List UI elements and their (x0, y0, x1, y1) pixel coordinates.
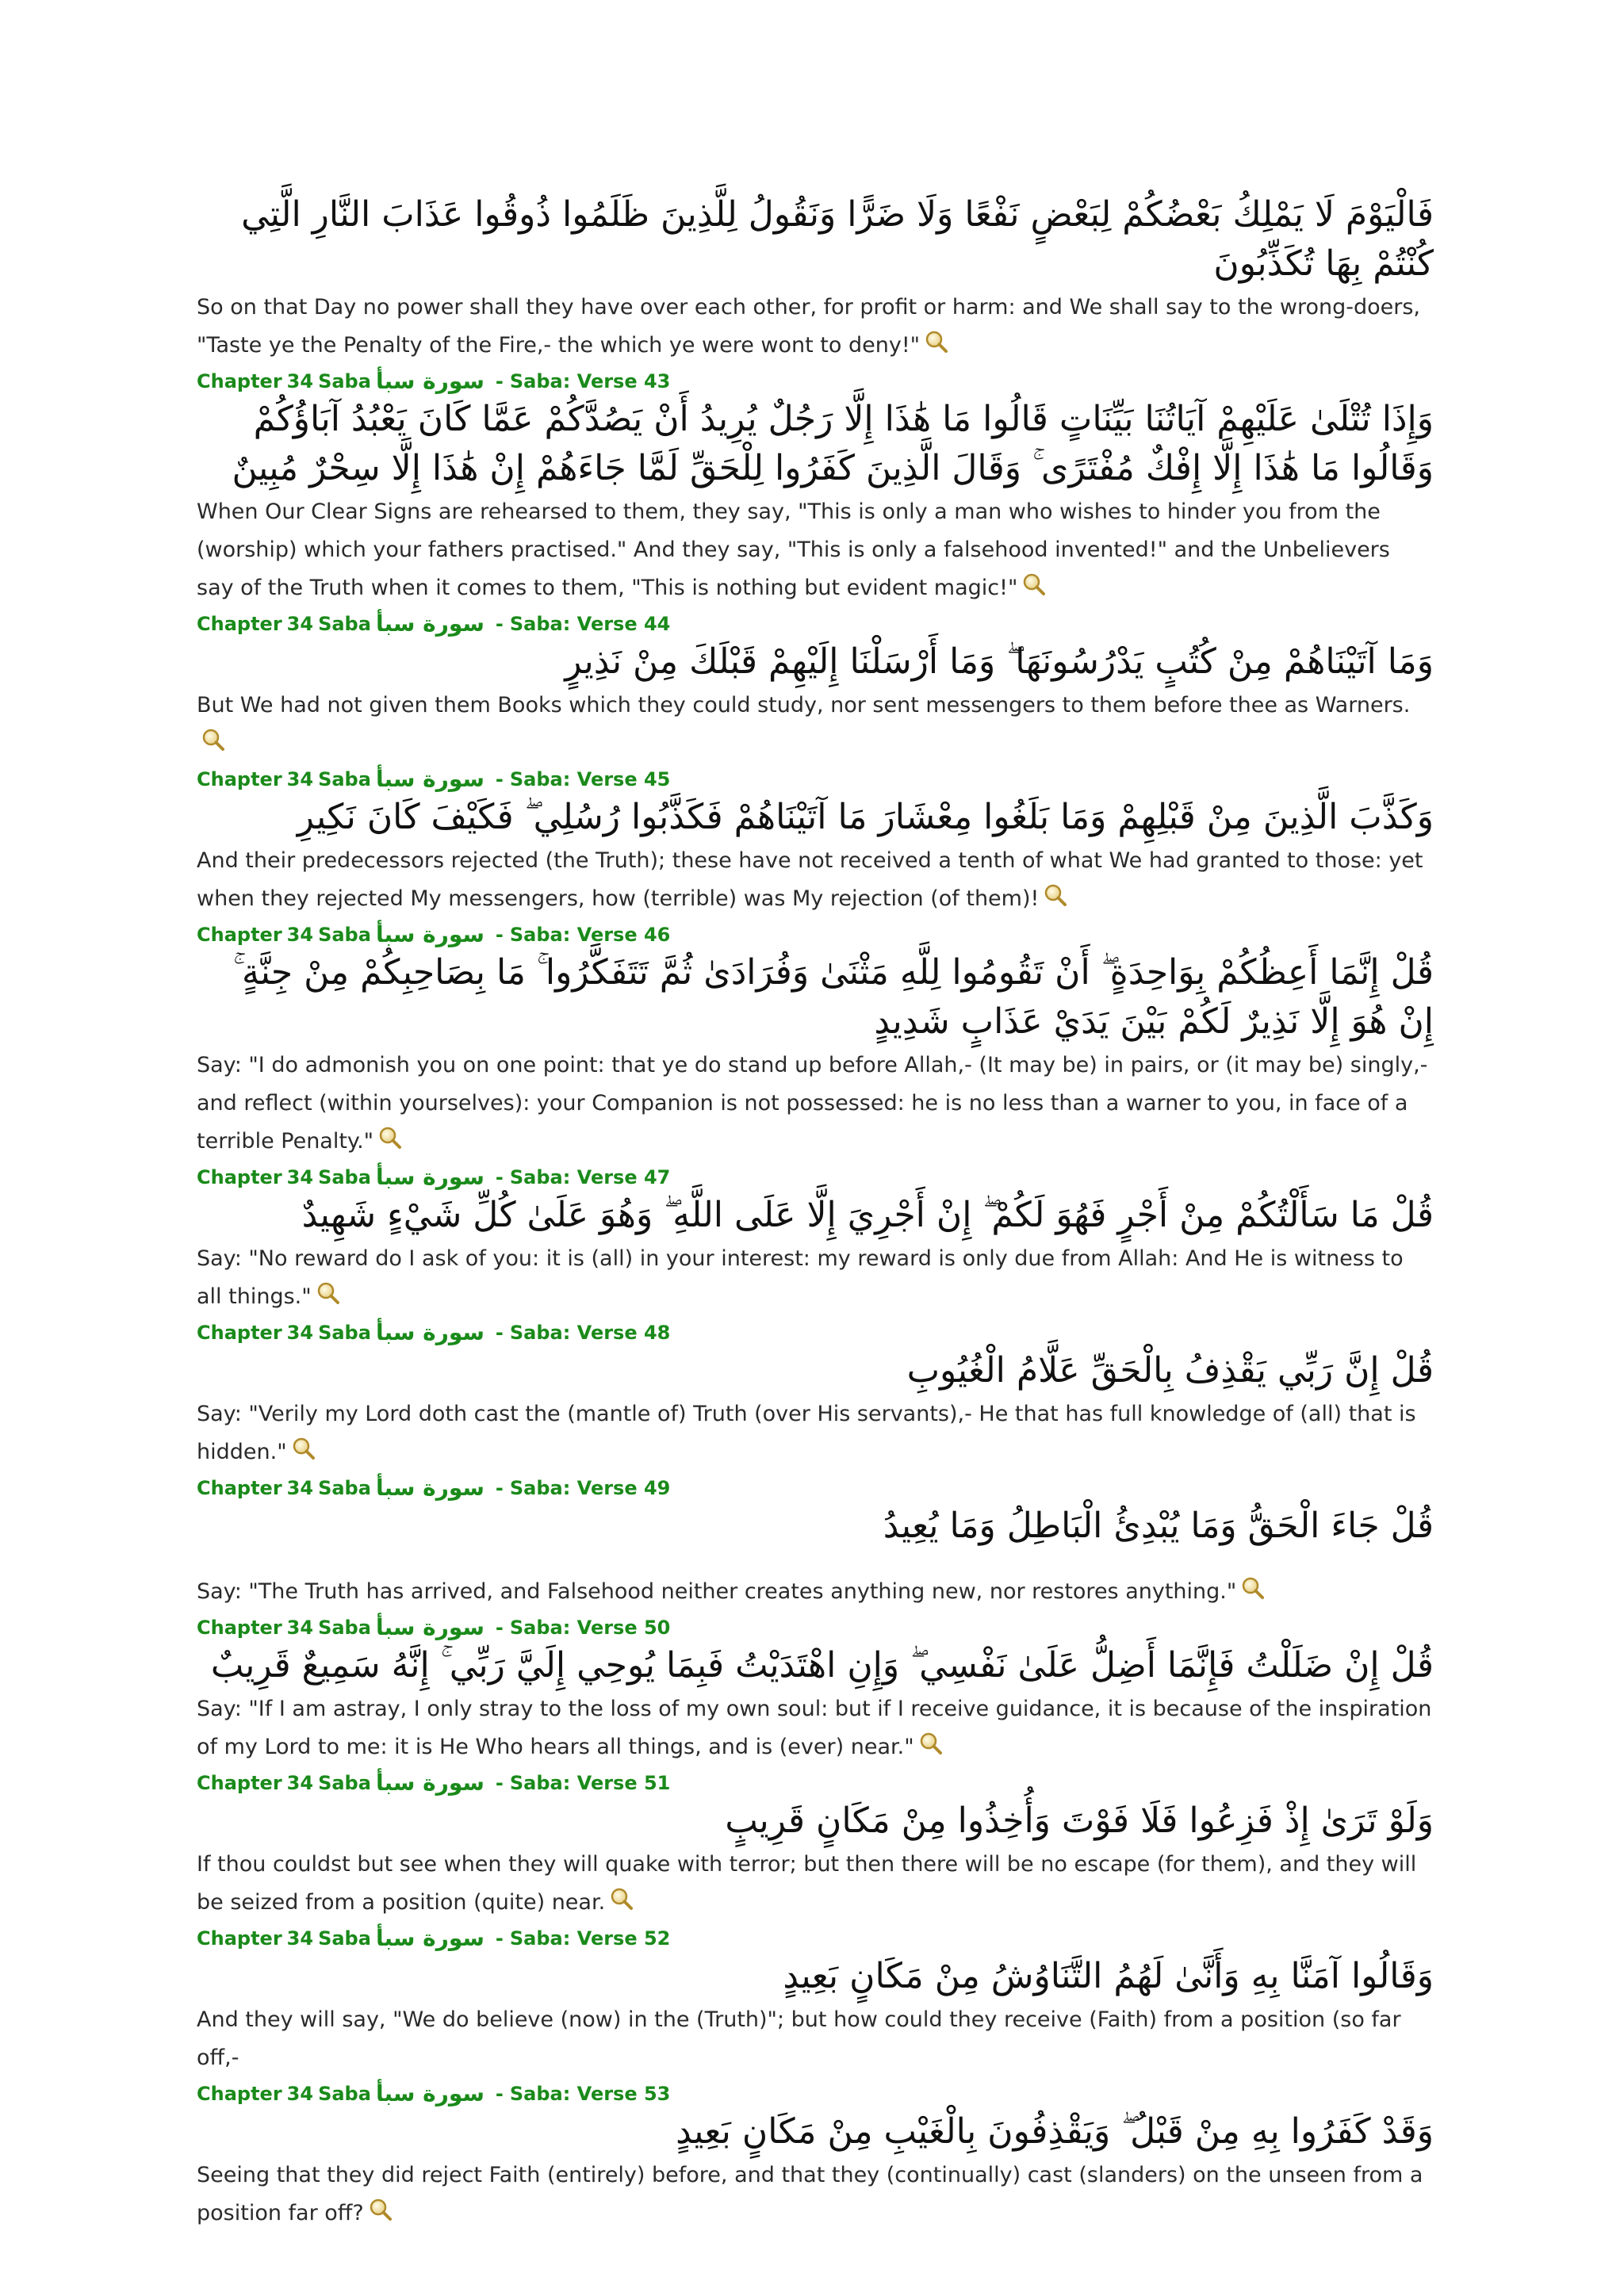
verse-label: Saba: Verse 45 (509, 768, 671, 790)
chapter-number: 34 (286, 370, 314, 392)
translation-content: But We had not given them Books which they could study, nor sent messengers to them before thee as Warners. (197, 693, 1411, 718)
chapter-label: Chapter (197, 2083, 282, 2105)
verse-label: Saba: Verse 52 (509, 1927, 671, 1950)
chapter-name: Saba (318, 370, 371, 392)
arabic-surah-title: سورة سبأ (375, 610, 485, 637)
verse-label: Saba: Verse 44 (509, 613, 671, 635)
arabic-text: قُلْ جَاءَ الْحَقُّ وَمَا يُبْدِئُ الْبَاطِلُ وَمَا يُعِيدُ (883, 1506, 1434, 1546)
verse-block (197, 1614, 1434, 1766)
chapter-label: Chapter (197, 924, 282, 946)
verse-label: Saba: Verse 47 (509, 1166, 671, 1188)
verse-block (197, 368, 1434, 607)
translation-text (197, 1690, 1434, 1766)
translation-content: And their predecessors rejected (the Truth); these have not received a tenth of what We had granted to those: yet when they rejected My messengers, how (terrible) was My rejection (of them)! (197, 848, 1423, 911)
arabic-text: قُلْ إِنْ ضَلَلْتُ فَإِنَّمَا أَضِلُّ عَلَىٰ نَفْسِي ۖ وَإِنِ اهْتَدَيْتُ فَبِمَا يُوحِي إِلَيَّ رَبِّي ۚ إِنَّهُ سَمِيعٌ قَرِيبٌ (210, 1645, 1434, 1686)
chapter-label: Chapter (197, 1322, 282, 1344)
magnifier-icon[interactable] (201, 726, 225, 750)
verse-header (197, 1925, 1434, 1952)
chapter-name: Saba (318, 613, 371, 635)
header-separator: - (495, 1927, 504, 1950)
magnifier-icon[interactable] (378, 1124, 402, 1148)
arabic-text: فَالْيَوْمَ لَا يَمْلِكُ بَعْضُكُمْ لِبَعْضٍ نَفْعًا وَلَا ضَرًّا وَنَقُولُ لِلَّذِينَ ظَلَمُوا ذُوقُوا عَذَابَ النَّارِ الَّتِي كُنْتُمْ بِهَا تُكَذِّبُونَ (241, 194, 1434, 284)
translation-content: And they will say, "We do believe (now) in the (Truth)"; but how could they receive (Faith) from a position (so far off,- (197, 2007, 1401, 2070)
arabic-surah-title: سورة سبأ (375, 766, 485, 792)
arabic-text: وَقَدْ كَفَرُوا بِهِ مِنْ قَبْلُ ۖ وَيَقْذِفُونَ بِالْغَيْبِ مِنْ مَكَانٍ بَعِيدٍ (676, 2111, 1434, 2152)
arabic-surah-title: سورة سبأ (375, 1770, 485, 1796)
verse-block (197, 2080, 1434, 2233)
chapter-name: Saba (318, 1322, 371, 1344)
translation-text (197, 842, 1434, 918)
chapter-number: 34 (286, 1617, 314, 1639)
translation-content: Say: "If I am astray, I only stray to the loss of my own soul: but if I receive guidance, it is because of the inspiration of my Lord to me: it is He Who hears all things, and is (ever) near." (197, 1697, 1432, 1759)
chapter-number: 34 (286, 1927, 314, 1950)
magnifier-icon[interactable] (919, 1730, 943, 1754)
chapter-name: Saba (318, 1617, 371, 1639)
translation-content: Seeing that they did reject Faith (entirely) before, and that they (continually) cast (slanders) on the unseen from a position far off? (197, 2163, 1423, 2225)
verse-block (197, 610, 1434, 763)
magnifier-icon[interactable] (1022, 571, 1046, 595)
chapter-label: Chapter (197, 1477, 282, 1499)
magnifier-icon[interactable] (292, 1435, 316, 1459)
chapter-label: Chapter (197, 1617, 282, 1639)
translation-content: Say: "The Truth has arrived, and Falsehood neither creates anything new, nor restores anything." (197, 1579, 1237, 1604)
arabic-text: قُلْ إِنَّمَا أَعِظُكُمْ بِوَاحِدَةٍ ۖ أَنْ تَقُومُوا لِلَّهِ مَثْنَىٰ وَفُرَادَىٰ ثُمَّ تَتَفَكَّرُوا ۚ مَا بِصَاحِبِكُمْ مِنْ جِنَّةٍ ۚ إِنْ هُوَ إِلَّا نَذِيرٌ لَكُمْ بَيْنَ يَدَيْ عَذَابٍ شَدِيدٍ (233, 952, 1434, 1042)
arabic-surah-title: سورة سبأ (375, 921, 485, 947)
header-separator: - (495, 2083, 504, 2105)
verse-block (197, 190, 1434, 365)
verse-header (197, 1164, 1434, 1191)
chapter-name: Saba (318, 924, 371, 946)
header-separator: - (495, 370, 504, 392)
verse-header (197, 921, 1434, 948)
quran-page (197, 190, 1434, 2236)
translation-text (197, 1240, 1434, 1316)
chapter-number: 34 (286, 1477, 314, 1499)
chapter-label: Chapter (197, 1927, 282, 1950)
verse-header (197, 2080, 1434, 2107)
arabic-text: وَلَوْ تَرَىٰ إِذْ فَزِعُوا فَلَا فَوْتَ وَأُخِذُوا مِنْ مَكَانٍ قَرِيبٍ (725, 1800, 1434, 1841)
arabic-text: وَكَذَّبَ الَّذِينَ مِنْ قَبْلِهِمْ وَمَا بَلَغُوا مِعْشَارَ مَا آتَيْنَاهُمْ فَكَذَّبُوا رُسُلِي ۖ فَكَيْفَ كَانَ نَكِيرِ (297, 797, 1434, 837)
header-separator: - (495, 1772, 504, 1794)
translation-content: Say: "Verily my Lord doth cast the (mantle of) Truth (over His servants),- He that has full knowledge of (all) that is hidden." (197, 1402, 1416, 1464)
verse-header (197, 1475, 1434, 1502)
verse-label: Saba: Verse 49 (509, 1477, 671, 1499)
arabic-surah-title: سورة سبأ (375, 1319, 485, 1345)
chapter-name: Saba (318, 1166, 371, 1188)
chapter-name: Saba (318, 768, 371, 790)
arabic-surah-title: سورة سبأ (375, 1475, 485, 1501)
translation-content: Say: "I do admonish you on one point: that ye do stand up before Allah,- (It may be) in pairs, or (it may be) singly,- and reflect (within yourselves): your Companion is not possessed: he is no less than a warner to you, in face of a terrible Penalty." (197, 1053, 1428, 1154)
translation-text (197, 289, 1434, 365)
translation-text (197, 493, 1434, 607)
arabic-surah-title: سورة سبأ (375, 2080, 485, 2107)
verse-header (197, 1614, 1434, 1641)
header-separator: - (495, 768, 504, 790)
translation-content: Say: "No reward do I ask of you: it is (all) in your interest: my reward is only due from Allah: And He is witness to all things." (197, 1246, 1404, 1309)
translation-text (197, 687, 1434, 763)
chapter-label: Chapter (197, 1772, 282, 1794)
verse-label: Saba: Verse 51 (509, 1772, 671, 1794)
verse-block (197, 1925, 1434, 2077)
spacer (197, 1551, 1434, 1573)
arabic-surah-title: سورة سبأ (375, 1614, 485, 1640)
header-separator: - (495, 613, 504, 635)
magnifier-icon[interactable] (1044, 882, 1067, 905)
chapter-label: Chapter (197, 768, 282, 790)
arabic-text: قُلْ إِنَّ رَبِّي يَقْذِفُ بِالْحَقِّ عَلَّامُ الْغُيُوبِ (906, 1350, 1434, 1391)
magnifier-icon[interactable] (1241, 1575, 1265, 1598)
verse-block (197, 921, 1434, 1161)
chapter-number: 34 (286, 2083, 314, 2105)
chapter-number: 34 (286, 1772, 314, 1794)
chapter-name: Saba (318, 1772, 371, 1794)
translation-text (197, 2156, 1434, 2233)
arabic-text: قُلْ مَا سَأَلْتُكُمْ مِنْ أَجْرٍ فَهُوَ لَكُمْ ۖ إِنْ أَجْرِيَ إِلَّا عَلَى اللَّهِ ۖ وَهُوَ عَلَىٰ كُلِّ شَيْءٍ شَهِيدٌ (301, 1195, 1434, 1235)
verse-label: Saba: Verse 53 (509, 2083, 671, 2105)
chapter-number: 34 (286, 768, 314, 790)
verse-label: Saba: Verse 43 (509, 370, 671, 392)
verse-block (197, 1319, 1434, 1471)
chapter-label: Chapter (197, 1166, 282, 1188)
arabic-text: وَقَالُوا آمَنَّا بِهِ وَأَنَّىٰ لَهُمُ التَّنَاوُشُ مِنْ مَكَانٍ بَعِيدٍ (783, 1956, 1434, 1996)
translation-text (197, 1047, 1434, 1161)
magnifier-icon[interactable] (925, 328, 948, 352)
verse-header (197, 368, 1434, 395)
verse-block (197, 1475, 1434, 1611)
chapter-number: 34 (286, 924, 314, 946)
arabic-surah-title: سورة سبأ (375, 368, 485, 394)
translation-text (197, 1573, 1434, 1611)
verse-label: Saba: Verse 50 (509, 1617, 671, 1639)
verse-header (197, 1770, 1434, 1797)
magnifier-icon[interactable] (316, 1280, 340, 1303)
translation-content: When Our Clear Signs are rehearsed to them, they say, "This is only a man who wishes to hinder you from the (worship) which your fathers practised." And they say, "This is only a falsehood invented!" and the Unbelievers say of the Truth when it comes to them, "This is nothing but evident magic!" (197, 499, 1390, 600)
magnifier-icon[interactable] (369, 2196, 393, 2220)
verse-label: Saba: Verse 48 (509, 1322, 671, 1344)
translation-text (197, 1395, 1434, 1471)
chapter-name: Saba (318, 2083, 371, 2105)
chapter-number: 34 (286, 613, 314, 635)
header-separator: - (495, 1477, 504, 1499)
chapter-number: 34 (286, 1166, 314, 1188)
translation-content: If thou couldst but see when they will quake with terror; but then there will be no escape (for them), and they will be seized from a position (quite) near. (197, 1852, 1417, 1915)
verse-block (197, 766, 1434, 918)
magnifier-icon[interactable] (610, 1885, 634, 1909)
verse-header (197, 1319, 1434, 1346)
verse-header (197, 766, 1434, 793)
translation-text (197, 1846, 1434, 1922)
translation-content: So on that Day no power shall they have over each other, for profit or harm: and We shall say to the wrong-doers, "Taste ye the Penalty of the Fire,- the which ye were wont to deny!" (197, 295, 1420, 358)
arabic-text: وَمَا آتَيْنَاهُمْ مِنْ كُتُبٍ يَدْرُسُونَهَا ۖ وَمَا أَرْسَلْنَا إِلَيْهِمْ قَبْلَكَ مِنْ نَذِيرٍ (565, 641, 1434, 682)
header-separator: - (495, 1617, 504, 1639)
chapter-name: Saba (318, 1477, 371, 1499)
translation-text (197, 2001, 1434, 2077)
verse-block (197, 1770, 1434, 1922)
verse-label: Saba: Verse 46 (509, 924, 671, 946)
chapter-name: Saba (318, 1927, 371, 1950)
chapter-label: Chapter (197, 370, 282, 392)
arabic-surah-title: سورة سبأ (375, 1164, 485, 1190)
arabic-surah-title: سورة سبأ (375, 1925, 485, 1951)
header-separator: - (495, 1166, 504, 1188)
header-separator: - (495, 1322, 504, 1344)
header-separator: - (495, 924, 504, 946)
chapter-label: Chapter (197, 613, 282, 635)
chapter-number: 34 (286, 1322, 314, 1344)
verse-block (197, 1164, 1434, 1316)
verse-header (197, 610, 1434, 637)
arabic-text: وَإِذَا تُتْلَىٰ عَلَيْهِمْ آيَاتُنَا بَيِّنَاتٍ قَالُوا مَا هَٰذَا إِلَّا رَجُلٌ يُرِيدُ أَنْ يَصُدَّكُمْ عَمَّا كَانَ يَعْبُدُ آبَاؤُكُمْ وَقَالُوا مَا هَٰذَا إِلَّا إِفْكٌ مُفْتَرًى ۚ وَقَالَ الَّذِينَ كَفَرُوا لِلْحَقِّ لَمَّا جَاءَهُمْ إِنْ هَٰذَا إِلَّا سِحْرٌ مُبِينٌ (232, 399, 1434, 488)
